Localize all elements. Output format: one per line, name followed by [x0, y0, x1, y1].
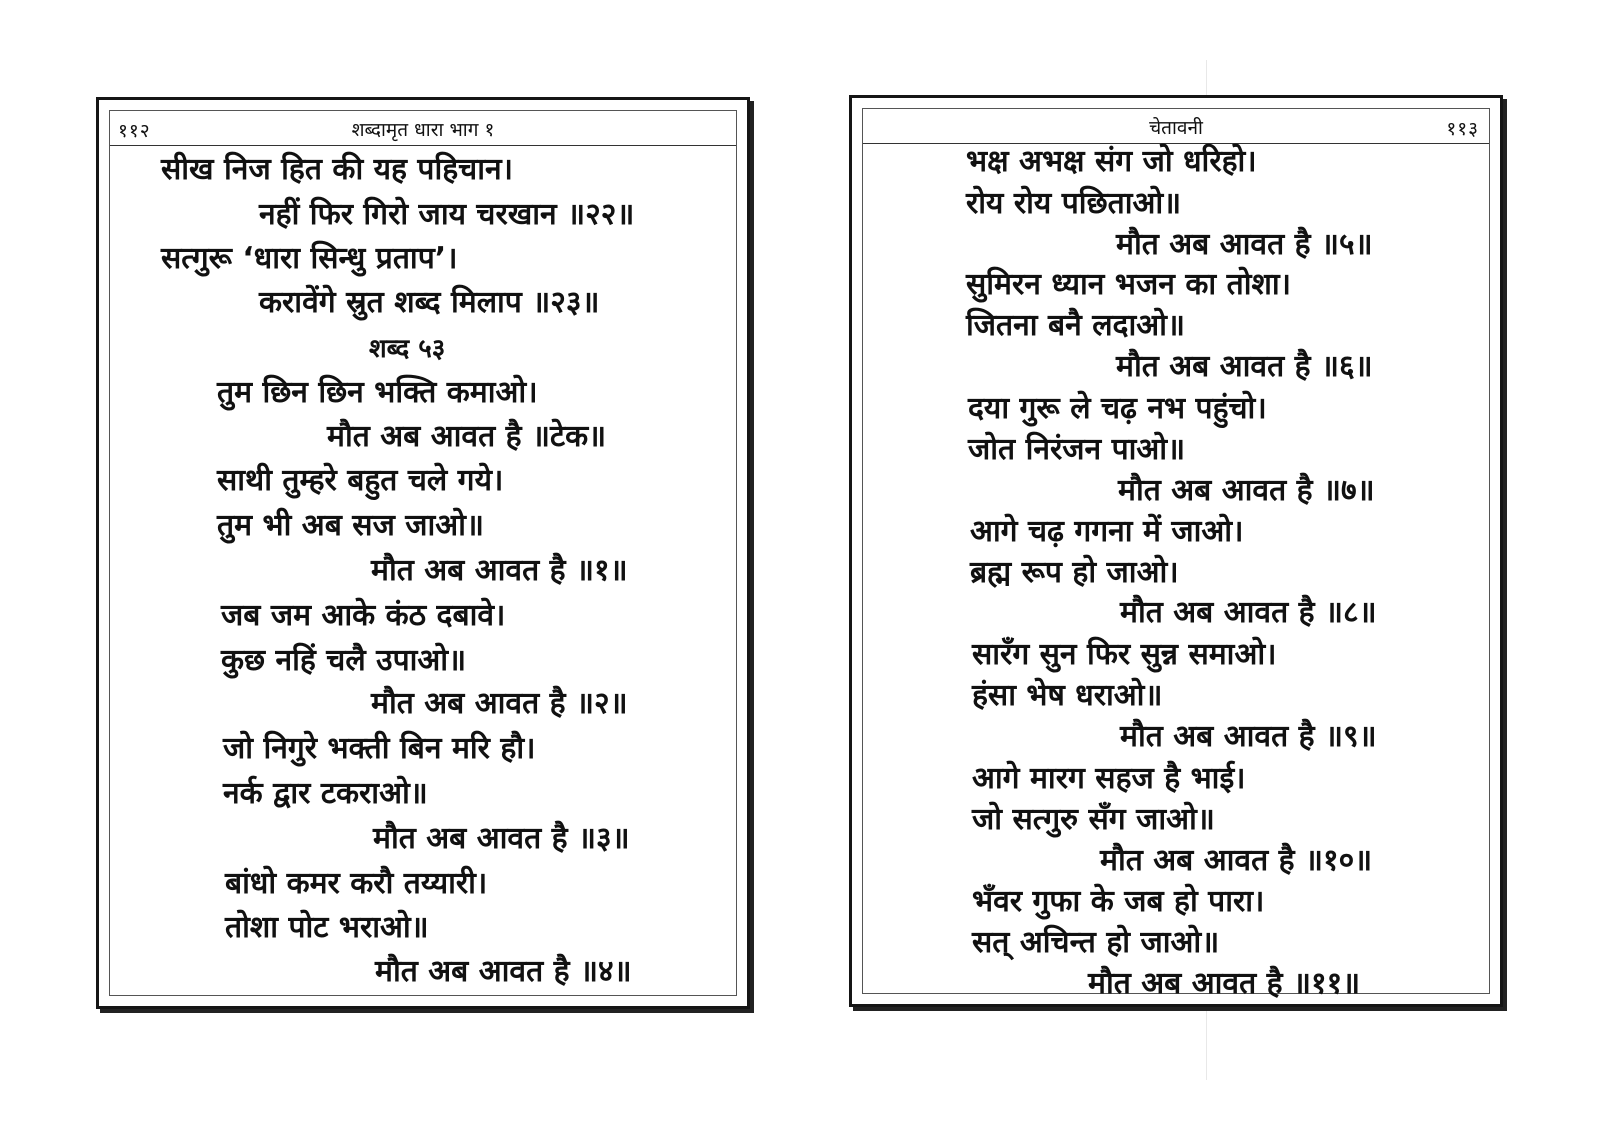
- left-line-13: मौत अब आवत है ॥२॥: [371, 686, 628, 721]
- left-line-16: मौत अब आवत है ॥३॥: [373, 821, 630, 856]
- left-running-title: शब्दामृत धारा भाग १: [351, 119, 495, 141]
- left-line-9: तुम भी अब सज जाओ॥: [217, 508, 484, 543]
- left-line-4: करावेंगे स्रुत शब्द मिलाप ॥२३॥: [259, 285, 600, 320]
- right-line-15: मौत अब आवत है ॥९॥: [1120, 719, 1377, 754]
- right-line-12: मौत अब आवत है ॥८॥: [1120, 595, 1377, 630]
- left-line-7: मौत अब आवत है ॥टेक॥: [327, 419, 607, 454]
- left-page-header: [110, 111, 736, 146]
- right-line-16: आगे मारग सहज है भाई।: [972, 761, 1246, 796]
- left-page-number: ११२: [118, 120, 151, 142]
- left-line-19: मौत अब आवत है ॥४॥: [375, 954, 632, 989]
- right-line-20: सत् अचिन्त हो जाओ॥: [972, 925, 1220, 960]
- left-line-2: नहीं फिर गिरो जाय चरखान ॥२२॥: [259, 197, 635, 232]
- left-line-15: नर्क द्वार टकराओ॥: [223, 776, 428, 811]
- right-page-number: ११३: [1446, 118, 1479, 140]
- right-running-title: चेतावनी: [1149, 117, 1203, 139]
- left-line-10: मौत अब आवत है ॥१॥: [371, 553, 628, 588]
- left-page: [96, 97, 750, 1009]
- left-line-11: जब जम आके कंठ दबावे।: [221, 598, 506, 633]
- right-line-1: भक्ष अभक्ष संग जो धरिहो।: [966, 144, 1257, 179]
- right-page: [849, 95, 1503, 1007]
- left-line-6: तुम छिन छिन भक्ति कमाओ।: [217, 375, 538, 410]
- right-line-10: आगे चढ़ गगना में जाओ।: [970, 514, 1244, 549]
- right-line-19: भँवर गुफा के जब हो पारा।: [972, 884, 1265, 919]
- right-line-6: मौत अब आवत है ॥६॥: [1116, 349, 1373, 384]
- right-line-8: जोत निरंजन पाओ॥: [968, 432, 1186, 467]
- right-line-7: दया गुरू ले चढ़ नभ पहुंचो।: [968, 391, 1267, 426]
- shabd-heading: शब्द ५३: [369, 334, 446, 364]
- right-line-11: ब्रह्म रूप हो जाओ।: [970, 555, 1179, 590]
- right-line-9: मौत अब आवत है ॥७॥: [1118, 473, 1375, 508]
- left-line-3: सत्गुरू ‘धारा सिन्धु प्रताप’।: [161, 241, 458, 276]
- left-line-17: बांधो कमर करौ तय्यारी।: [225, 866, 488, 901]
- left-line-14: जो निगुरे भक्ती बिन मरि हौ।: [223, 731, 536, 766]
- left-line-18: तोशा पोट भराओ॥: [225, 910, 429, 945]
- right-line-3: मौत अब आवत है ॥५॥: [1116, 227, 1373, 262]
- right-line-21: मौत अब आवत है ॥११॥: [1088, 966, 1361, 1001]
- right-line-14: हंसा भेष धराओ॥: [972, 678, 1163, 713]
- right-line-18: मौत अब आवत है ॥१०॥: [1100, 843, 1373, 878]
- right-line-17: जो सत्गुरु सँग जाओ॥: [972, 802, 1215, 837]
- left-line-1: सीख निज हित की यह पहिचान।: [161, 152, 514, 187]
- right-line-2: रोय रोय पछिताओ॥: [966, 186, 1182, 221]
- right-line-4: सुमिरन ध्यान भजन का तोशा।: [966, 267, 1292, 302]
- left-line-8: साथी तुम्हरे बहुत चले गये।: [217, 463, 504, 498]
- right-page-header: [863, 109, 1489, 144]
- right-line-5: जितना बनै लदाओ॥: [966, 308, 1185, 343]
- left-line-12: कुछ नहिं चलै उपाओ॥: [221, 643, 467, 678]
- right-line-13: सारँग सुन फिर सुन्न समाओ।: [972, 637, 1277, 672]
